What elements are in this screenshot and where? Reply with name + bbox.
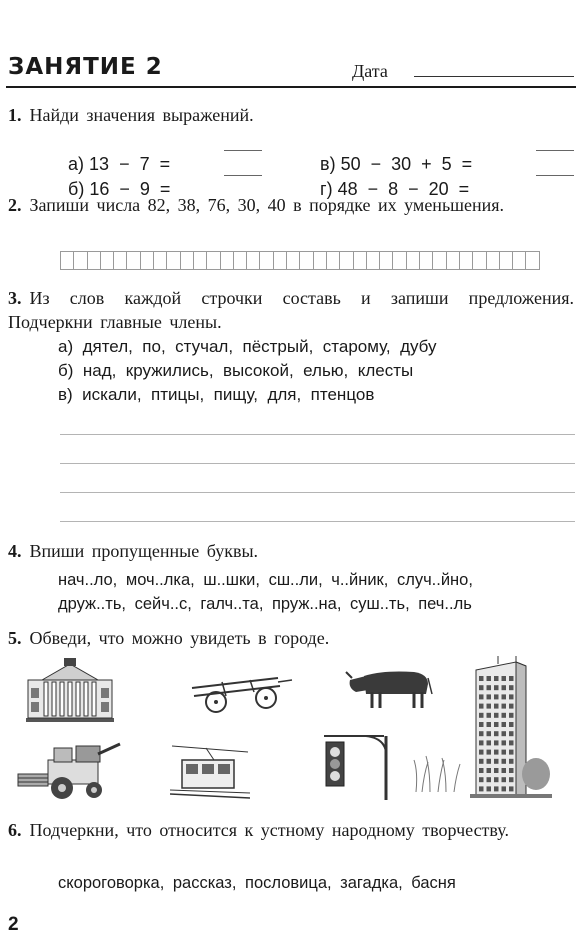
grid-cell[interactable] [166, 251, 179, 270]
expression-text: 13 − 7 = [89, 154, 171, 174]
line-words: искали, птицы, пищу, для, птенцов [82, 385, 375, 404]
writing-line-3[interactable] [60, 492, 575, 493]
grid-cell[interactable] [60, 251, 73, 270]
grid-cell[interactable] [140, 251, 153, 270]
expression-text: 16 − 9 = [89, 179, 171, 199]
line-label: в) [58, 385, 73, 404]
line-label: б) [58, 361, 74, 380]
missing-letters-line-2: друж..ть, сейч..с, галч..та, пруж..на, суш..ть, печ..ль [58, 595, 472, 613]
word-lines [58, 335, 437, 407]
horse-cart-picture[interactable] [182, 666, 294, 716]
line-label: а) [58, 337, 74, 356]
grid-cell[interactable] [366, 251, 379, 270]
grid-cell[interactable] [273, 251, 286, 270]
grid-cell[interactable] [353, 251, 366, 270]
grid-cell[interactable] [379, 251, 392, 270]
date-field-line [414, 76, 574, 77]
expression-label: в) [320, 154, 336, 174]
grid-cell[interactable] [259, 251, 272, 270]
task-4-prompt [8, 539, 574, 563]
answer-blank-b[interactable] [224, 175, 262, 176]
grid-cell[interactable] [286, 251, 299, 270]
grid-cell[interactable] [299, 251, 312, 270]
grid-cell[interactable] [419, 251, 432, 270]
grid-cell[interactable] [339, 251, 352, 270]
task-number: 1. [8, 105, 22, 125]
line-words: дятел, по, стучал, пёстрый, старому, дубу [82, 337, 437, 356]
writing-line-4[interactable] [60, 521, 575, 522]
grid-cell[interactable] [180, 251, 193, 270]
word-line-a [58, 335, 437, 359]
task-number: 3. [8, 288, 22, 308]
task-number: 4. [8, 541, 22, 561]
task-number: 6. [8, 820, 22, 840]
grid-cell[interactable] [100, 251, 113, 270]
grid-cell[interactable] [446, 251, 459, 270]
task-text: Обведи, что можно увидеть в городе. [29, 628, 330, 648]
word-line-v [58, 383, 437, 407]
cow-picture[interactable] [342, 664, 434, 712]
task-text: Из слов каждой строчки составь и запиши предложения. Подчеркни главные члены. [8, 288, 574, 332]
expression-text: 50 − 30 + 5 = [340, 154, 473, 174]
grid-cell[interactable] [193, 251, 206, 270]
task-number: 5. [8, 628, 22, 648]
answer-blank-v[interactable] [536, 150, 574, 151]
task-number: 2. [8, 195, 22, 215]
writing-line-2[interactable] [60, 463, 575, 464]
grid-cell[interactable] [73, 251, 86, 270]
task-2-prompt [8, 193, 574, 217]
word-line-b [58, 359, 437, 383]
task-5-prompt [8, 626, 574, 650]
grass-picture[interactable] [410, 752, 464, 792]
lesson-title: ЗАНЯТИЕ 2 [8, 54, 163, 80]
task-3-prompt [8, 286, 574, 334]
grid-cell[interactable] [326, 251, 339, 270]
expression-label: а) [68, 154, 85, 174]
grid-cell[interactable] [406, 251, 419, 270]
expression-label: г) [320, 179, 333, 199]
grid-cell[interactable] [206, 251, 219, 270]
grid-cell[interactable] [87, 251, 100, 270]
task-1-prompt [8, 103, 574, 127]
expression-text: 48 − 8 − 20 = [337, 179, 470, 199]
grid-cell[interactable] [512, 251, 525, 270]
answer-grid[interactable] [60, 251, 540, 269]
grid-cell[interactable] [472, 251, 485, 270]
grid-cell[interactable] [525, 251, 539, 270]
tram-picture[interactable] [170, 738, 250, 800]
answer-blank-a[interactable] [224, 150, 262, 151]
task-text: Впиши пропущенные буквы. [29, 541, 259, 561]
grid-cell[interactable] [499, 251, 512, 270]
date-label: Дата [352, 61, 388, 81]
grid-cell[interactable] [220, 251, 233, 270]
grid-cell[interactable] [432, 251, 445, 270]
line-words: над, кружились, высокой, елью, клесты [82, 361, 414, 380]
task-text: Подчеркни, что относится к устному народному творчеству. [29, 820, 510, 840]
grid-cell[interactable] [246, 251, 259, 270]
task-text: Запиши числа 82, 38, 76, 30, 40 в порядке их уменьшения. [29, 195, 505, 215]
grid-cell[interactable] [459, 251, 472, 270]
missing-letters-line-1: нач..ло, моч..лка, ш..шки, сш..ли, ч..йник, случ..йно, [58, 571, 473, 589]
task-6-prompt [8, 818, 574, 842]
task-text: Найди значения выражений. [29, 105, 254, 125]
folklore-options: скороговорка, рассказ, пословица, загадка, басня [58, 874, 456, 892]
writing-line-1[interactable] [60, 434, 575, 435]
theatre-building-picture[interactable] [24, 656, 116, 724]
grid-cell[interactable] [313, 251, 326, 270]
grid-cell[interactable] [153, 251, 166, 270]
grid-cell[interactable] [233, 251, 246, 270]
grid-cell[interactable] [392, 251, 405, 270]
title-rule [6, 86, 576, 88]
grid-cell[interactable] [113, 251, 126, 270]
high-rise-building-picture[interactable] [470, 656, 552, 802]
page-number: 2 [8, 914, 19, 935]
combine-harvester-picture[interactable] [14, 742, 124, 802]
answer-blank-g[interactable] [536, 175, 574, 176]
grid-cell[interactable] [126, 251, 139, 270]
traffic-light-picture[interactable] [322, 732, 394, 800]
expression-label: б) [68, 179, 85, 199]
grid-cell[interactable] [486, 251, 499, 270]
